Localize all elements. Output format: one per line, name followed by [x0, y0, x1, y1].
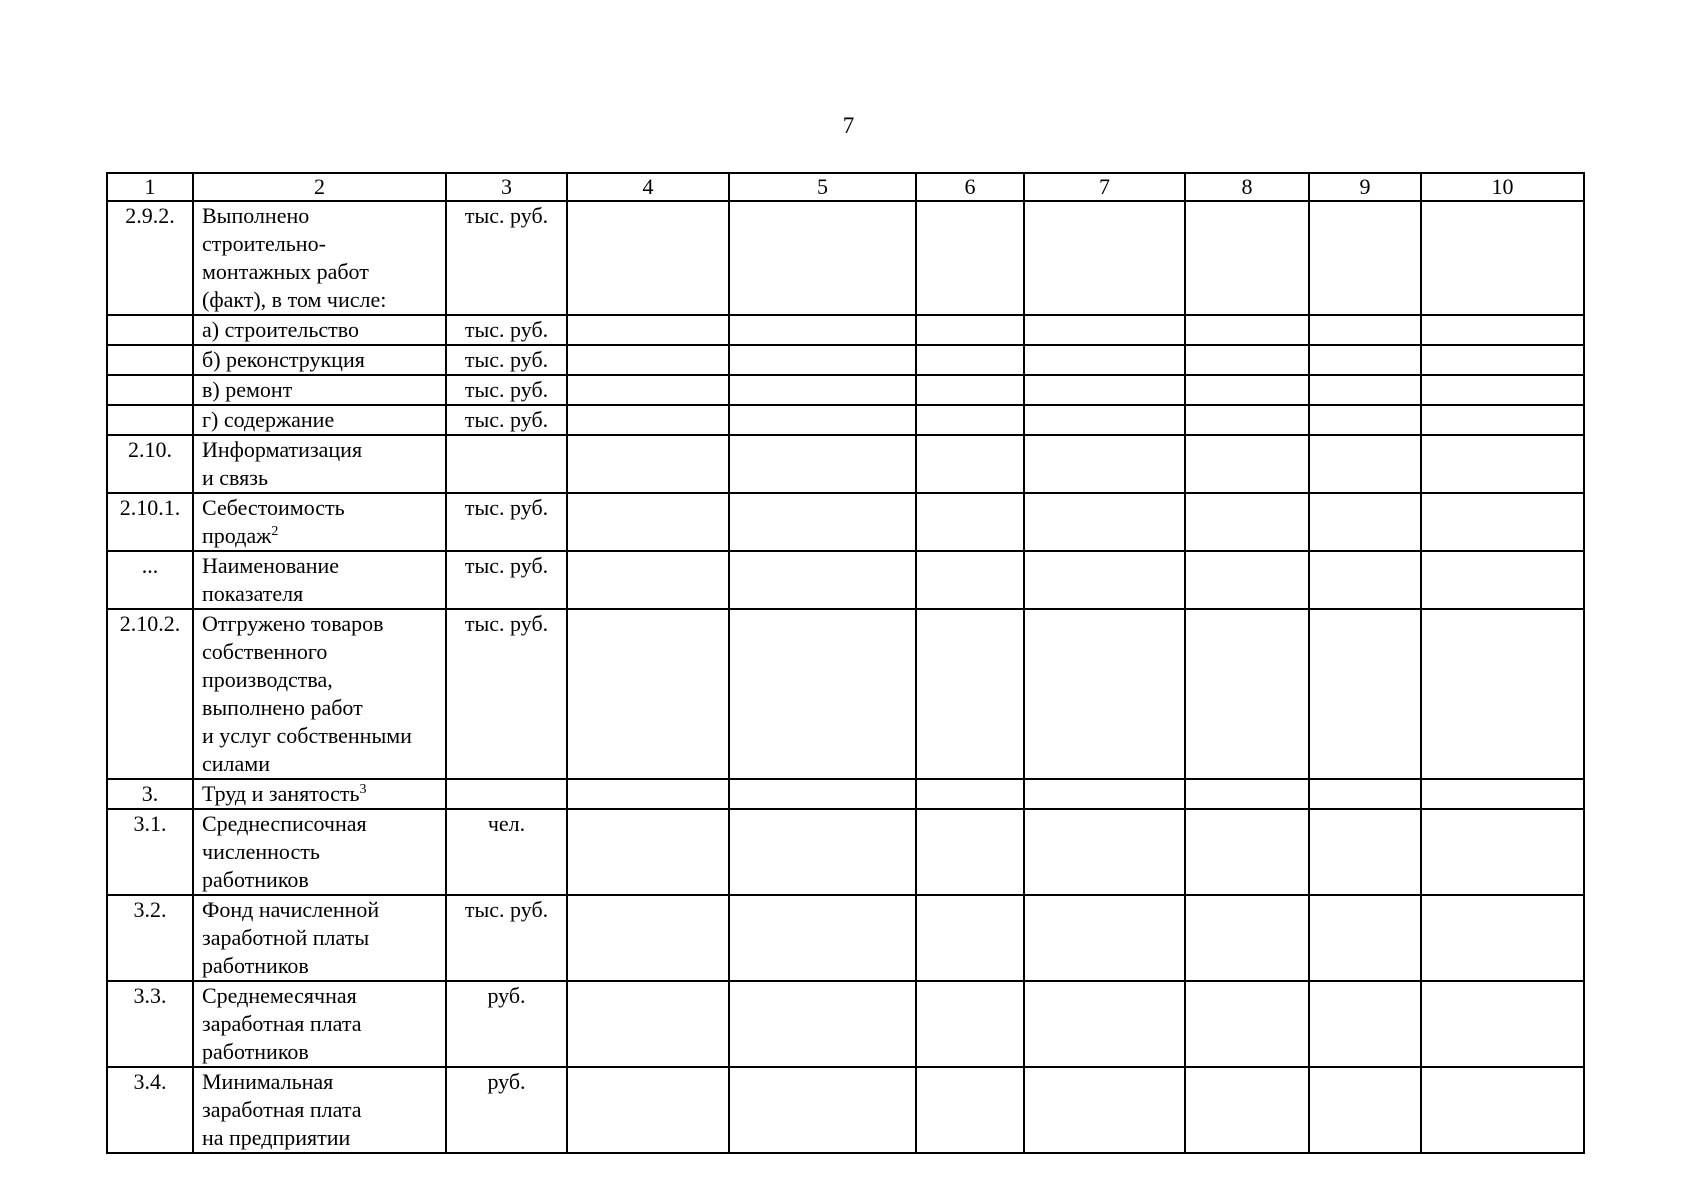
indicator-name: Фонд начисленной заработной платы работников: [202, 897, 380, 978]
value-cell[interactable]: [1421, 201, 1584, 315]
indicator-name: б) реконструкция: [202, 347, 365, 372]
table-row: [107, 1067, 1584, 1153]
indicator-name-cell: [193, 779, 446, 809]
unit-of-measure: тыс. руб.: [446, 375, 567, 405]
value-cell[interactable]: [1421, 315, 1584, 345]
indicator-name: Себестоимость продаж: [202, 495, 345, 548]
indicator-name-cell: [193, 895, 446, 981]
value-cell[interactable]: [916, 201, 1024, 315]
unit-of-measure: чел.: [446, 809, 567, 895]
unit-of-measure: тыс. руб.: [446, 201, 567, 315]
value-cell[interactable]: [567, 809, 729, 895]
row-number: [107, 345, 193, 375]
row-number: [107, 375, 193, 405]
row-number: 3.2.: [107, 895, 193, 981]
value-cell[interactable]: [1309, 609, 1421, 779]
value-cell[interactable]: [567, 551, 729, 609]
value-cell[interactable]: [1185, 809, 1309, 895]
value-cell[interactable]: [1185, 779, 1309, 809]
value-cell[interactable]: [1185, 493, 1309, 551]
table-row: [107, 981, 1584, 1067]
value-cell[interactable]: [1309, 551, 1421, 609]
value-cell[interactable]: [1309, 435, 1421, 493]
value-cell[interactable]: [1185, 405, 1309, 435]
value-cell[interactable]: [916, 981, 1024, 1067]
value-cell[interactable]: [1309, 315, 1421, 345]
value-cell[interactable]: [1309, 493, 1421, 551]
value-cell[interactable]: [1024, 493, 1185, 551]
value-cell[interactable]: [567, 201, 729, 315]
table-row: [107, 493, 1584, 551]
indicator-name: в) ремонт: [202, 377, 293, 402]
value-cell[interactable]: [1421, 375, 1584, 405]
table-row: [107, 435, 1584, 493]
indicator-name: Отгружено товаров собственного производства, выполнено работ и услуг собственными силами: [202, 611, 412, 776]
indicator-name-cell: [193, 493, 446, 551]
column-header: 5: [729, 173, 916, 201]
indicator-name-cell: [193, 551, 446, 609]
unit-of-measure: руб.: [446, 981, 567, 1067]
value-cell[interactable]: [1024, 345, 1185, 375]
column-header: 6: [916, 173, 1024, 201]
value-cell[interactable]: [1421, 1067, 1584, 1153]
value-cell[interactable]: [1024, 405, 1185, 435]
value-cell[interactable]: [916, 551, 1024, 609]
column-header: 1: [107, 173, 193, 201]
value-cell[interactable]: [729, 981, 916, 1067]
value-cell[interactable]: [1185, 201, 1309, 315]
column-header: 9: [1309, 173, 1421, 201]
table-row: [107, 405, 1584, 435]
value-cell[interactable]: [1185, 375, 1309, 405]
value-cell[interactable]: [916, 375, 1024, 405]
unit-of-measure: [446, 779, 567, 809]
value-cell[interactable]: [916, 609, 1024, 779]
value-cell[interactable]: [729, 435, 916, 493]
footnote-marker: 3: [359, 782, 367, 797]
indicator-name: Информатизация и связь: [202, 437, 363, 490]
indicators-table: [106, 172, 1585, 1154]
row-number: 3.3.: [107, 981, 193, 1067]
value-cell[interactable]: [1309, 201, 1421, 315]
table-row: [107, 609, 1584, 779]
value-cell[interactable]: [1309, 345, 1421, 375]
value-cell[interactable]: [1185, 895, 1309, 981]
column-header: 10: [1421, 173, 1584, 201]
row-number: 3.: [107, 779, 193, 809]
value-cell[interactable]: [729, 609, 916, 779]
unit-of-measure: тыс. руб.: [446, 551, 567, 609]
row-number: 2.9.2.: [107, 201, 193, 315]
unit-of-measure: тыс. руб.: [446, 895, 567, 981]
value-cell[interactable]: [1024, 315, 1185, 345]
table-row: [107, 375, 1584, 405]
value-cell[interactable]: [729, 375, 916, 405]
value-cell[interactable]: [916, 809, 1024, 895]
value-cell[interactable]: [916, 435, 1024, 493]
indicator-name-cell: [193, 345, 446, 375]
header-row: [107, 173, 1584, 201]
indicator-name-cell: [193, 375, 446, 405]
value-cell[interactable]: [1024, 779, 1185, 809]
unit-of-measure: [446, 435, 567, 493]
value-cell[interactable]: [1309, 1067, 1421, 1153]
table-row: [107, 551, 1584, 609]
unit-of-measure: тыс. руб.: [446, 315, 567, 345]
value-cell[interactable]: [1421, 493, 1584, 551]
value-cell[interactable]: [1024, 809, 1185, 895]
value-cell[interactable]: [916, 1067, 1024, 1153]
value-cell[interactable]: [1185, 435, 1309, 493]
value-cell[interactable]: [1309, 809, 1421, 895]
indicator-name: Среднесписочная численность работников: [202, 811, 367, 892]
value-cell[interactable]: [1421, 981, 1584, 1067]
value-cell[interactable]: [567, 435, 729, 493]
value-cell[interactable]: [916, 493, 1024, 551]
value-cell[interactable]: [1024, 551, 1185, 609]
value-cell[interactable]: [1024, 895, 1185, 981]
value-cell[interactable]: [916, 405, 1024, 435]
unit-of-measure: тыс. руб.: [446, 493, 567, 551]
indicator-name: Наименование показателя: [202, 553, 340, 606]
indicator-name-cell: [193, 809, 446, 895]
value-cell[interactable]: [729, 315, 916, 345]
indicator-name-cell: [193, 405, 446, 435]
value-cell[interactable]: [1024, 981, 1185, 1067]
row-number: 2.10.2.: [107, 609, 193, 779]
column-header: 7: [1024, 173, 1185, 201]
unit-of-measure: руб.: [446, 1067, 567, 1153]
indicator-name: Труд и занятость: [202, 781, 360, 806]
value-cell[interactable]: [1421, 895, 1584, 981]
value-cell[interactable]: [729, 551, 916, 609]
value-cell[interactable]: [1024, 201, 1185, 315]
unit-of-measure: тыс. руб.: [446, 609, 567, 779]
indicator-name: Выполнено строительно- монтажных работ (факт), в том числе:: [202, 203, 387, 312]
value-cell[interactable]: [567, 345, 729, 375]
value-cell[interactable]: [916, 895, 1024, 981]
value-cell[interactable]: [567, 779, 729, 809]
value-cell[interactable]: [1185, 609, 1309, 779]
value-cell[interactable]: [1421, 405, 1584, 435]
value-cell[interactable]: [567, 1067, 729, 1153]
indicator-name: г) содержание: [202, 407, 335, 432]
indicator-name: Среднемесячная заработная плата работников: [202, 983, 362, 1064]
value-cell[interactable]: [567, 315, 729, 345]
value-cell[interactable]: [729, 895, 916, 981]
indicator-name-cell: [193, 1067, 446, 1153]
column-header: 2: [193, 173, 446, 201]
footnote-marker: 2: [271, 524, 279, 539]
column-header: 8: [1185, 173, 1309, 201]
value-cell[interactable]: [1421, 435, 1584, 493]
value-cell[interactable]: [729, 201, 916, 315]
value-cell[interactable]: [1421, 609, 1584, 779]
value-cell[interactable]: [1185, 345, 1309, 375]
table-row: [107, 779, 1584, 809]
column-header: 3: [446, 173, 567, 201]
value-cell[interactable]: [729, 779, 916, 809]
indicator-name-cell: [193, 315, 446, 345]
row-number: 3.4.: [107, 1067, 193, 1153]
column-header: 4: [567, 173, 729, 201]
row-number: ...: [107, 551, 193, 609]
value-cell[interactable]: [1421, 551, 1584, 609]
value-cell[interactable]: [1024, 375, 1185, 405]
value-cell[interactable]: [567, 609, 729, 779]
value-cell[interactable]: [1185, 1067, 1309, 1153]
indicator-name: а) строительство: [202, 317, 360, 342]
page-number: 7: [842, 113, 855, 138]
unit-of-measure: тыс. руб.: [446, 405, 567, 435]
row-number: 2.10.1.: [107, 493, 193, 551]
value-cell[interactable]: [1185, 315, 1309, 345]
value-cell[interactable]: [1024, 609, 1185, 779]
value-cell[interactable]: [1024, 1067, 1185, 1153]
value-cell[interactable]: [1421, 779, 1584, 809]
value-cell[interactable]: [1421, 809, 1584, 895]
indicator-name-cell: [193, 981, 446, 1067]
value-cell[interactable]: [916, 779, 1024, 809]
value-cell[interactable]: [729, 809, 916, 895]
value-cell[interactable]: [1309, 895, 1421, 981]
value-cell[interactable]: [567, 375, 729, 405]
value-cell[interactable]: [1185, 551, 1309, 609]
value-cell[interactable]: [1309, 981, 1421, 1067]
value-cell[interactable]: [1309, 779, 1421, 809]
row-number: [107, 315, 193, 345]
value-cell[interactable]: [916, 315, 1024, 345]
table-row: [107, 809, 1584, 895]
value-cell[interactable]: [567, 895, 729, 981]
row-number: 2.10.: [107, 435, 193, 493]
table-row: [107, 315, 1584, 345]
row-number: [107, 405, 193, 435]
value-cell[interactable]: [567, 493, 729, 551]
indicator-name-cell: [193, 609, 446, 779]
table-row: [107, 345, 1584, 375]
unit-of-measure: тыс. руб.: [446, 345, 567, 375]
value-cell[interactable]: [729, 493, 916, 551]
value-cell[interactable]: [567, 981, 729, 1067]
indicator-name-cell: [193, 201, 446, 315]
indicator-name-cell: [193, 435, 446, 493]
value-cell[interactable]: [1309, 405, 1421, 435]
value-cell[interactable]: [1309, 375, 1421, 405]
value-cell[interactable]: [1185, 981, 1309, 1067]
indicator-name: Минимальная заработная плата на предприятии: [202, 1069, 362, 1150]
value-cell[interactable]: [1024, 435, 1185, 493]
row-number: 3.1.: [107, 809, 193, 895]
table-row: [107, 895, 1584, 981]
value-cell[interactable]: [729, 1067, 916, 1153]
table-body: [107, 173, 1584, 1153]
value-cell[interactable]: [729, 345, 916, 375]
table-row: [107, 201, 1584, 315]
value-cell[interactable]: [1421, 345, 1584, 375]
value-cell[interactable]: [729, 405, 916, 435]
value-cell[interactable]: [567, 405, 729, 435]
value-cell[interactable]: [916, 345, 1024, 375]
